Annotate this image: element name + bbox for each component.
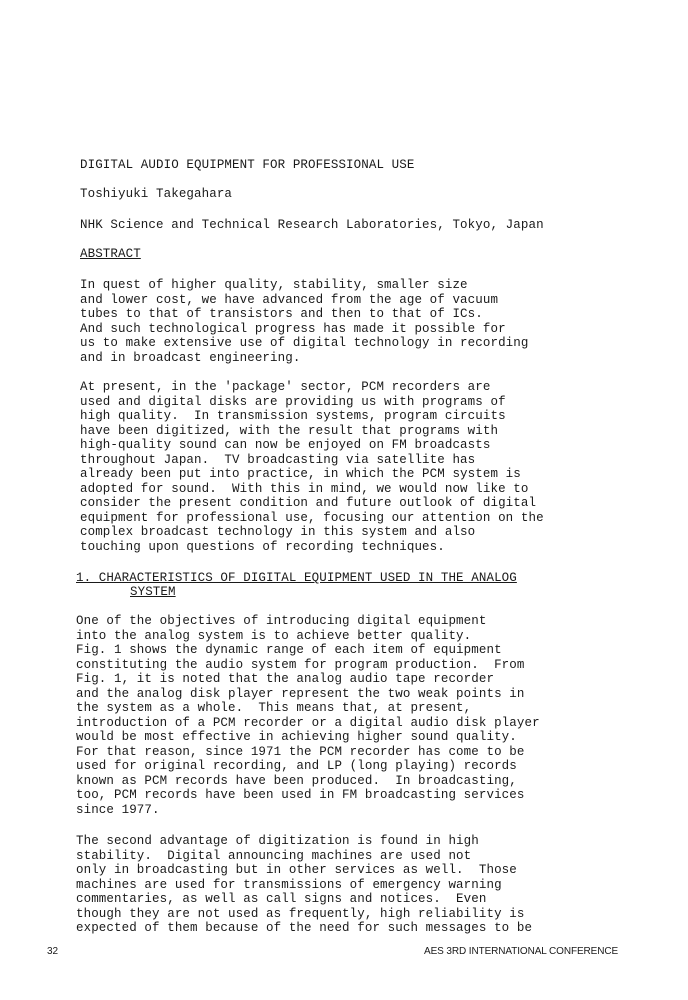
section-1-paragraph-1: One of the objectives of introducing digital equipment into the analog system is to achieve better quality. Fig. 1 shows the dynamic range of each item of equipment constituting the audio system for program production. From Fig. 1, it is noted that the analog audio tape recorder and the analog disk player represent the two weak points in the system as a whole. This means that, at present, introduction of a PCM recorder or a digital audio disk player would be most effective in achieving higher sound quality. For that reason, since 1971 the PCM recorder has come to be used for original recording, and LP (long playing) records known as PCM records have been produced. In broadcasting, too, PCM records have been used in FM broadcasting services since 1977. (76, 614, 540, 817)
paper-title: DIGITAL AUDIO EQUIPMENT FOR PROFESSIONAL USE (80, 158, 415, 172)
section-1-heading: 1. CHARACTERISTICS OF DIGITAL EQUIPMENT USED IN THE ANALOG (76, 571, 517, 585)
section-1-paragraph-2: The second advantage of digitization is found in high stability. Digital announcing machines are used not only in broadcasting but in other services as well. Those machines are used for transmissions of emergency warning commentaries, as well as call signs and notices. Even though they are not used as frequently, high reliability is expected of them because of the need for such messages to be (76, 834, 533, 935)
author-affiliation: NHK Science and Technical Research Laboratories, Tokyo, Japan (80, 218, 544, 232)
section-1-heading-continued: SYSTEM (130, 585, 176, 599)
abstract-heading: ABSTRACT (80, 247, 141, 261)
conference-name: AES 3RD INTERNATIONAL CONFERENCE (424, 946, 619, 957)
abstract-paragraph-2: At present, in the 'package' sector, PCM recorders are used and digital disks are providing us with programs of high quality. In transmission systems, program circuits have been digitized, with the result that programs with high-quality sound can now be enjoyed on FM broadcasts throughout Japan. TV broadcasting via satellite has already been put into practice, in which the PCM system is adopted for sound. With this in mind, we would now like to consider the present condition and future outlook of digital equipment for professional use, focusing our attention on the complex broadcast technology in this system and also touching upon questions of recording techniques. (80, 380, 544, 554)
page-number: 32 (47, 946, 59, 957)
author-name: Toshiyuki Takegahara (80, 187, 233, 201)
abstract-paragraph-1: In quest of higher quality, stability, smaller size and lower cost, we have advanced from the age of vacuum tubes to that of transistors and then to that of ICs. And such technological progress has made it possible for us to make extensive use of digital technology in recording and in broadcast engineering. (80, 278, 529, 365)
